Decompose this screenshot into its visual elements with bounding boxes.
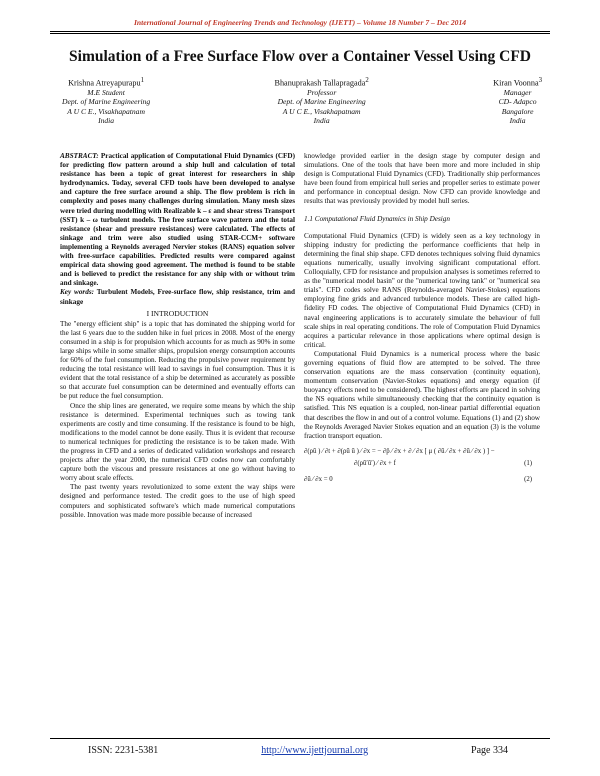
footer-journal-link[interactable]: http://www.ijettjournal.org [261, 745, 369, 756]
keywords-text: Turbulent Models, Free-surface flow, ship resistance, trim and sinkage [60, 288, 295, 306]
author-block [62, 76, 542, 125]
keywords [60, 288, 295, 306]
equation-1-line-b [304, 459, 540, 471]
equation-1-text-b: ∂(ρū′ū′) ⁄ ∂x + f [354, 459, 396, 467]
equation-2-number: (2) [524, 475, 532, 483]
equation-1-text-a: ∂(ρū ) ⁄ ∂t + ∂(ρū ū ) ⁄ ∂x = − ∂p̄ ⁄ ∂x + ∂ ⁄ ∂x [ μ ( ∂ū ⁄ ∂x + ∂ū ⁄ ∂x ) ] − [304, 447, 495, 455]
author-name: Kiran Voonna [493, 78, 539, 88]
footer-issn: ISSN: 2231-5381 [88, 745, 159, 756]
equation-1-number: (1) [524, 459, 532, 467]
abstract-text: Practical application of Computational Fluid Dynamics (CFD) for predicting flow pattern around a ship hull and calculation of total resistance has been a topic of great interest for researchers in ship hydrodynamics. Today, several CFD tools have been developed to analyse and capture the free surface around a ship. The flow problem is rich in complexity and poses many challenges during simulation. Many mesh sizes were tried during modelling with Realizable k – ε and shear stress Transport (SST) k – ω turbulent models. The free surface wave pattern and the total resistance (shear and pressure resistances) were calculated. The effects of sinkage and trim were also studied using STAR-CCM+ software implementing a Reynolds averaged Nervier stokes (RANS) equation solver with free-surface capabilities. Predicted results were compared against empirical data showing good agreement. The method is found to be stable and is believed to predict the resistance for any ship with or without trim and sinkage. [60, 152, 295, 288]
equation-1-line-a [304, 447, 540, 459]
intro-paragraph-1: The "energy efficient ship" is a topic that has dominated the shipping world for the last 6 years due to the sudden hike in fuel prices in 2008. Most of the energy consumed in a ship is for propulsion which accounts for as much as 90% in some large ships while in some smaller ships, propulsion energy consumption accounts for 60% of the fuel consumption. Reducing the propulsive power requirement by reducing the total resistance will lead to savings in fuel consumption. Thus it is evident that the total resistance of a ship be determined as accurately as possible so that accurate fuel consumption can be determined and eventually efforts can be put reduce the fuel consumption. [60, 319, 295, 401]
equation-2-text: ∂ū ⁄ ∂x = 0 [304, 475, 333, 483]
header-rule-top [50, 31, 550, 32]
author-role: Professor [307, 88, 337, 98]
footer-rule [50, 738, 550, 739]
right-paragraph-2: Computational Fluid Dynamics is a numerical process where the basic governing equations of fluid flow are attempted to be solved. The three conservation equations are the mass conservation (continuity equation), momentum conservation (Navier-Stokes equations) and energy equation (if buoyancy effects need to be considered). The highest efforts are placed in solving the NS equations while simultaneously checking that the continuity equation is satisfied. This NS equation is a coupled, non-linear partial differential equation that describes the flow in and out of a control volume. Equations (1) and (2) show the Reynolds Averaged Navier Stokes equation and an equation (3) is the volume fraction transport equation. [304, 349, 540, 440]
journal-header: International Journal of Engineering Trends and Technology (IJETT) – Volume 18 Number 7 – Dec 2014 [133, 18, 467, 27]
subsection-heading: 1.1 Computational Fluid Dynamics in Ship Design [304, 214, 450, 223]
author-inst: A U C E., Visakhapatnam [282, 106, 361, 116]
section-heading-introduction: I INTRODUCTION [146, 308, 209, 318]
author-country: India [509, 115, 526, 125]
intro-paragraph-3: The past twenty years revolutionized to some extent the way ships were designed and performance tested. The credit goes to the use of high speed computers and sophisticated software's which made numerical computations possible. Innovation was made more possible because of increased [60, 483, 295, 519]
author-country: India [98, 115, 115, 125]
equation-2 [304, 475, 540, 487]
footer [88, 745, 508, 756]
author-2 [275, 76, 369, 125]
author-role: Manager [503, 88, 532, 98]
abstract-label: ABSTRACT: [60, 152, 99, 160]
author-dept: CD- Adapco [498, 97, 537, 107]
header-rule-bottom [50, 33, 550, 34]
author-country: India [313, 115, 330, 125]
author-name: Krishna Atreyapurapu [68, 78, 141, 88]
author-sup: 3 [538, 77, 542, 84]
author-sup: 1 [140, 77, 145, 84]
right-paragraph-0: knowledge provided earlier in the design stage by computer design and simulations. One of the tools that have been more and more included in ship design is Computational Fluid Dynamics (CFD). Traditionally ship performances have been found from empirical hull series and propeller series to estimate power and performance in conceptual design. Now CFD can provide knowledge and results that was previously provided by model hull series. [304, 152, 540, 206]
equations [304, 447, 540, 487]
author-sup: 2 [365, 77, 369, 84]
keywords-label: Key words: [60, 288, 95, 297]
author-dept: Dept. of Marine Engineering [277, 97, 366, 107]
author-1 [62, 76, 150, 125]
abstract [60, 152, 295, 288]
footer-page-number: Page 334 [471, 745, 508, 756]
author-role: M.E Student [87, 88, 125, 98]
left-column [60, 152, 295, 520]
author-name: Bhanuprakash Tallapragada [274, 78, 366, 88]
author-inst: Bangalore [501, 106, 534, 116]
paper-title: Simulation of a Free Surface Flow over a Container Vessel Using CFD [69, 48, 531, 65]
author-inst: A U C E., Visakhapatnam [67, 106, 145, 116]
intro-paragraph-2: Once the ship lines are generated, we require some means by which the ship resistance is determined. Experimental techniques such as towing tank experiments are costly and time consuming. If the resistance is found to be high, modifications to the model cannot be done easily. Thus it is evident that recourse to numerical techniques for predicting the resistance is to be taken made. With the progress in CFD and a series of dedicated validation workshops and research projects after the year 2000, the numerical CFD codes now can comfortably capture both the viscous and pressure resistances at one go without having to worry about scale effects. [60, 401, 295, 483]
author-dept: Dept. of Marine Engineering [62, 97, 151, 107]
author-3 [493, 76, 542, 125]
right-paragraph-1: Computational Fluid Dynamics (CFD) is widely seen as a key technology in shipping industry for predicting the performance coefficients that help in determining the final ship shape. CFD denotes techniques solving fluid dynamics equations numerically, usually involving significant computational effort. Colloquially, CFD for resistance and propulsion analyses is sometimes referred to as the "numerical model basin" or the "numerical towing tank" or "numerical sea trials". CFD codes solve RANS (Reynolds-averaged Navier-Stokes) equations employing fine grids and advanced turbulence models. These are called high-fidelity FD codes. The objective of Computational Fluid Dynamics (CFD) in naval engineering applications is to accurately simulate the behaviour of full scale ships in real operating conditions. The role of Computation Fluid Dynamics acquires a particular relevance in those applications where optimal design is critical. [304, 231, 540, 349]
right-column [304, 152, 540, 487]
